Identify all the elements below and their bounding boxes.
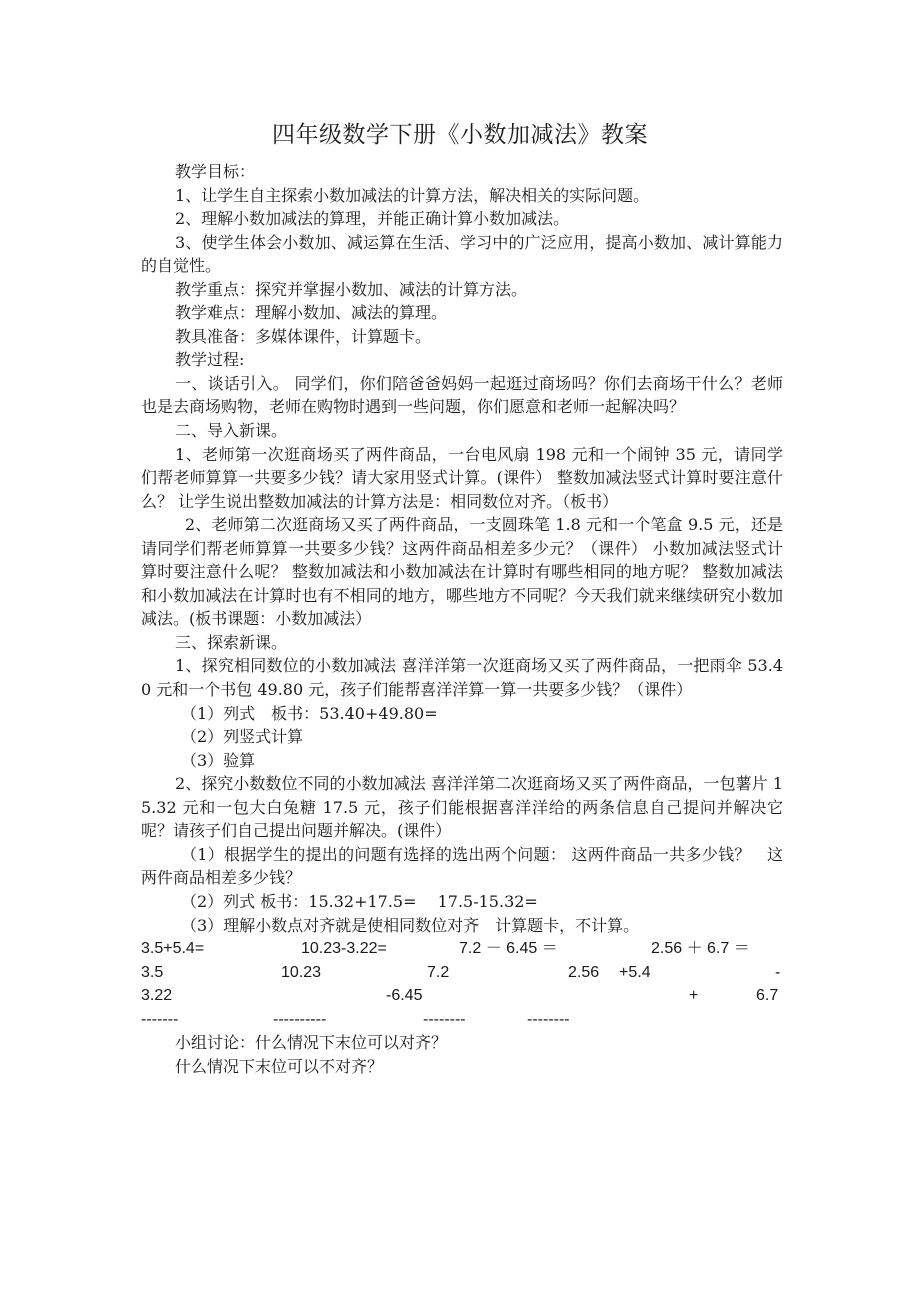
document-title: 四年级数学下册《小数加减法》教案 (272, 122, 648, 148)
paragraph: 2、理解小数加减法的算理，并能正确计算小数加减法。 (175, 209, 570, 229)
paragraph: 教具准备：多媒体课件，计算题卡。 (175, 326, 432, 346)
paragraph: （2）列竖式计算 (181, 727, 304, 747)
sum-cell: + (689, 987, 699, 1005)
paragraph: 一、谈话引入。 同学们，你们陪爸爸妈妈一起逛过商场吗？你们去商场干什么？老师也是去商场购物，老师在购物时遇到一些问题，你们愿意和老师一起解决吗？ (141, 373, 783, 417)
paragraph: （3）理解小数点对齐就是使相同数位对齐 计算题卡，不计算。 (181, 915, 640, 935)
document-body (141, 160, 783, 1078)
paragraph: 什么情况下末位可以不对齐？ (175, 1056, 384, 1076)
paragraph: 教学过程: (175, 350, 245, 370)
sum-cell: 3.22 (141, 987, 173, 1005)
sum-row (141, 1008, 783, 1032)
paragraph: 教学难点：理解小数加、减法的算理。 (175, 303, 448, 323)
paragraph: 二、导入新课。 (175, 421, 288, 441)
paragraph: （2）列式 板书：15.32+17.5= 17.5-15.32= (181, 891, 538, 911)
paragraph: 小组讨论：什么情况下末位可以对齐？ (175, 1033, 448, 1053)
sum-row (141, 937, 783, 961)
sum-row (141, 984, 783, 1008)
paragraph: （1）根据学生的提出的问题有选择的选出两个问题： 这两件商品一共多少钱？ 这两件商品相差多少钱？ (141, 844, 783, 888)
paragraph: 1、探究相同数位的小数加减法 喜洋洋第一次逛商场又买了两件商品，一把雨伞 53.40 元和一个书包 49.80 元，孩子们能帮喜洋洋算一算一共要多少钱？（课件） (141, 656, 783, 700)
sum-row (141, 961, 783, 985)
sum-cell: 6.7 (756, 987, 779, 1005)
paragraph: 3、使学生体会小数加、减运算在生活、学习中的广泛应用，提高小数加、减计算能力的自觉性。 (141, 232, 783, 276)
sum-cell: 2.56 (568, 963, 600, 981)
paragraph: （3）验算 (181, 750, 256, 770)
sum-cell: ---------- (273, 1010, 327, 1028)
paragraph: 2、探究小数数位不同的小数加减法 喜洋洋第二次逛商场又买了两件商品，一包薯片 15.32 元和一包大白兔糖 17.5 元，孩子们能根据喜洋洋给的两条信息自己提问并解决它呢？请孩子们自己提出问题并解决。(课件） (141, 774, 783, 841)
sum-cell: -------- (527, 1010, 570, 1028)
sum-cell: 10.23 (281, 963, 322, 981)
sum-cell: 7.2 － 6.45 ＝ (459, 940, 558, 958)
sum-cell: +5.4 (619, 963, 651, 981)
paragraph: 教学目标： (175, 162, 256, 181)
sum-cell: ------- (141, 1010, 179, 1028)
paragraph: 2、老师第二次逛商场又买了两件商品，一支圆珠笔 1.8 元和一个笔盒 9.5 元，还是请同学们帮老师算算一共要多少钱？这两件商品相差多少元？（课件） 小数加减法竖式计算时要注意什么呢？ 整数加减法和小数加减法在计算时有哪些相同的地方呢？ 整数加减法和小数加减法在计算时也有不相同的地方，哪些地方不同呢？今天我们就来继续研究小数加减法。(板书课题：小数加减法） (141, 515, 783, 629)
paragraph: （1）列式 板书：53.40+49.80= (181, 703, 438, 723)
sum-cell: 3.5+5.4= (141, 940, 205, 958)
paragraph: 教学重点：探究并掌握小数加、减法的计算方法。 (175, 279, 528, 299)
paragraph: 1、老师第一次逛商场买了两件商品，一台电风扇 198 元和一个闹钟 35 元，请同学们帮老师算算一共要多少钱？请大家用竖式计算。(课件） 整数加减法竖式计算时要注意什么？ 让学生说出整数加减法的计算方法是：相同数位对齐。（板书） (141, 444, 783, 511)
sum-cell: - (775, 963, 781, 981)
sum-cell: 3.5 (141, 963, 164, 981)
sum-cell: -------- (423, 1010, 466, 1028)
sum-cell: 10.23-3.22= (301, 940, 387, 958)
paragraph: 三、探索新课。 (175, 632, 288, 652)
sum-cell: 7.2 (427, 963, 450, 981)
paragraph: 1、让学生自主探索小数加减法的计算方法，解决相关的实际问题。 (175, 185, 650, 205)
sum-cell: 2.56 ＋ 6.7 ＝ (651, 940, 750, 958)
sum-cell: -6.45 (386, 987, 423, 1005)
